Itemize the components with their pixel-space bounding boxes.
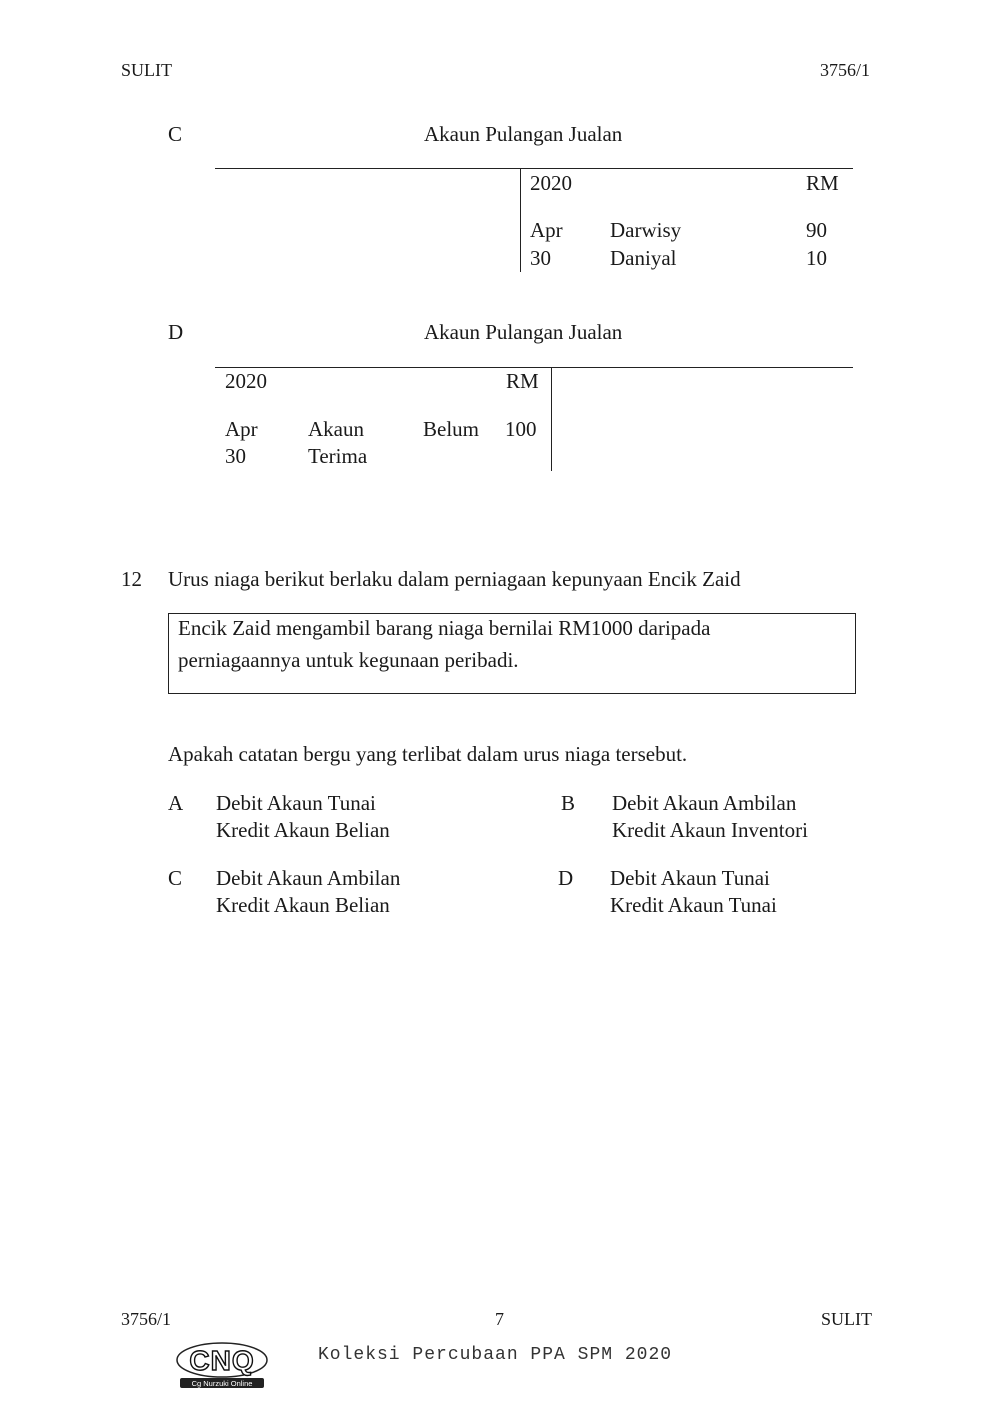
option-c-particular: Daniyal <box>610 246 677 270</box>
cnq-logo <box>174 1340 270 1392</box>
option-d-date: Apr <box>225 417 258 441</box>
page-number: 7 <box>495 1309 504 1329</box>
option-c-year: 2020 <box>530 171 572 195</box>
logo-subtitle: Cg Nurzuki Online <box>191 1379 253 1388</box>
option-debit: Debit Akaun Tunai <box>610 866 770 890</box>
option-c-letter: C <box>168 122 183 146</box>
option-c-account-title: Akaun Pulangan Jualan <box>424 122 623 146</box>
footer-right: SULIT <box>821 1309 872 1329</box>
question-number: 12 <box>121 567 142 591</box>
option-d-center-rule <box>551 367 552 471</box>
option-credit: Kredit Akaun Belian <box>216 818 390 842</box>
option-credit: Kredit Akaun Tunai <box>610 893 777 917</box>
header-left: SULIT <box>121 60 172 80</box>
transaction-text-line1: Encik Zaid mengambil barang niaga bernilai RM1000 daripada <box>178 616 711 640</box>
option-d-particular: Terima <box>308 444 368 468</box>
option-d-particular: Belum <box>423 417 479 441</box>
option-c-center-rule <box>520 168 521 272</box>
option-debit: Debit Akaun Tunai <box>216 791 376 815</box>
option-c-date: 30 <box>530 246 551 270</box>
option-debit: Debit Akaun Ambilan <box>612 791 797 815</box>
option-d-year: 2020 <box>225 369 267 393</box>
option-c-date: Apr <box>530 218 563 242</box>
question-stem: Urus niaga berikut berlaku dalam perniagaan kepunyaan Encik Zaid <box>168 567 741 591</box>
option-debit: Debit Akaun Ambilan <box>216 866 401 890</box>
option-d-particular: Akaun <box>308 417 364 441</box>
option-c-amount: 10 <box>806 246 827 270</box>
header-right: 3756/1 <box>820 60 871 80</box>
option-credit: Kredit Akaun Belian <box>216 893 390 917</box>
transaction-text-line2: perniagaannya untuk kegunaan peribadi. <box>178 648 519 672</box>
option-letter: D <box>558 866 574 890</box>
option-d-amount: 100 <box>505 417 537 441</box>
option-letter: C <box>168 866 183 890</box>
logo-title: CNQ <box>189 1345 255 1376</box>
option-credit: Kredit Akaun Inventori <box>612 818 808 842</box>
option-d-top-rule <box>215 367 853 368</box>
option-d-letter: D <box>168 320 184 344</box>
collection-caption: Koleksi Percubaan PPA SPM 2020 <box>318 1345 673 1365</box>
option-c-currency: RM <box>806 171 839 195</box>
footer-left: 3756/1 <box>121 1309 172 1329</box>
option-d-date: 30 <box>225 444 246 468</box>
option-d-currency: RM <box>506 369 539 393</box>
question-prompt: Apakah catatan bergu yang terlibat dalam urus niaga tersebut. <box>168 742 688 766</box>
option-d-account-title: Akaun Pulangan Jualan <box>424 320 623 344</box>
option-c-particular: Darwisy <box>610 218 682 242</box>
option-c-amount: 90 <box>806 218 827 242</box>
option-letter: B <box>561 791 576 815</box>
option-c-top-rule <box>215 168 853 169</box>
option-letter: A <box>168 791 184 815</box>
